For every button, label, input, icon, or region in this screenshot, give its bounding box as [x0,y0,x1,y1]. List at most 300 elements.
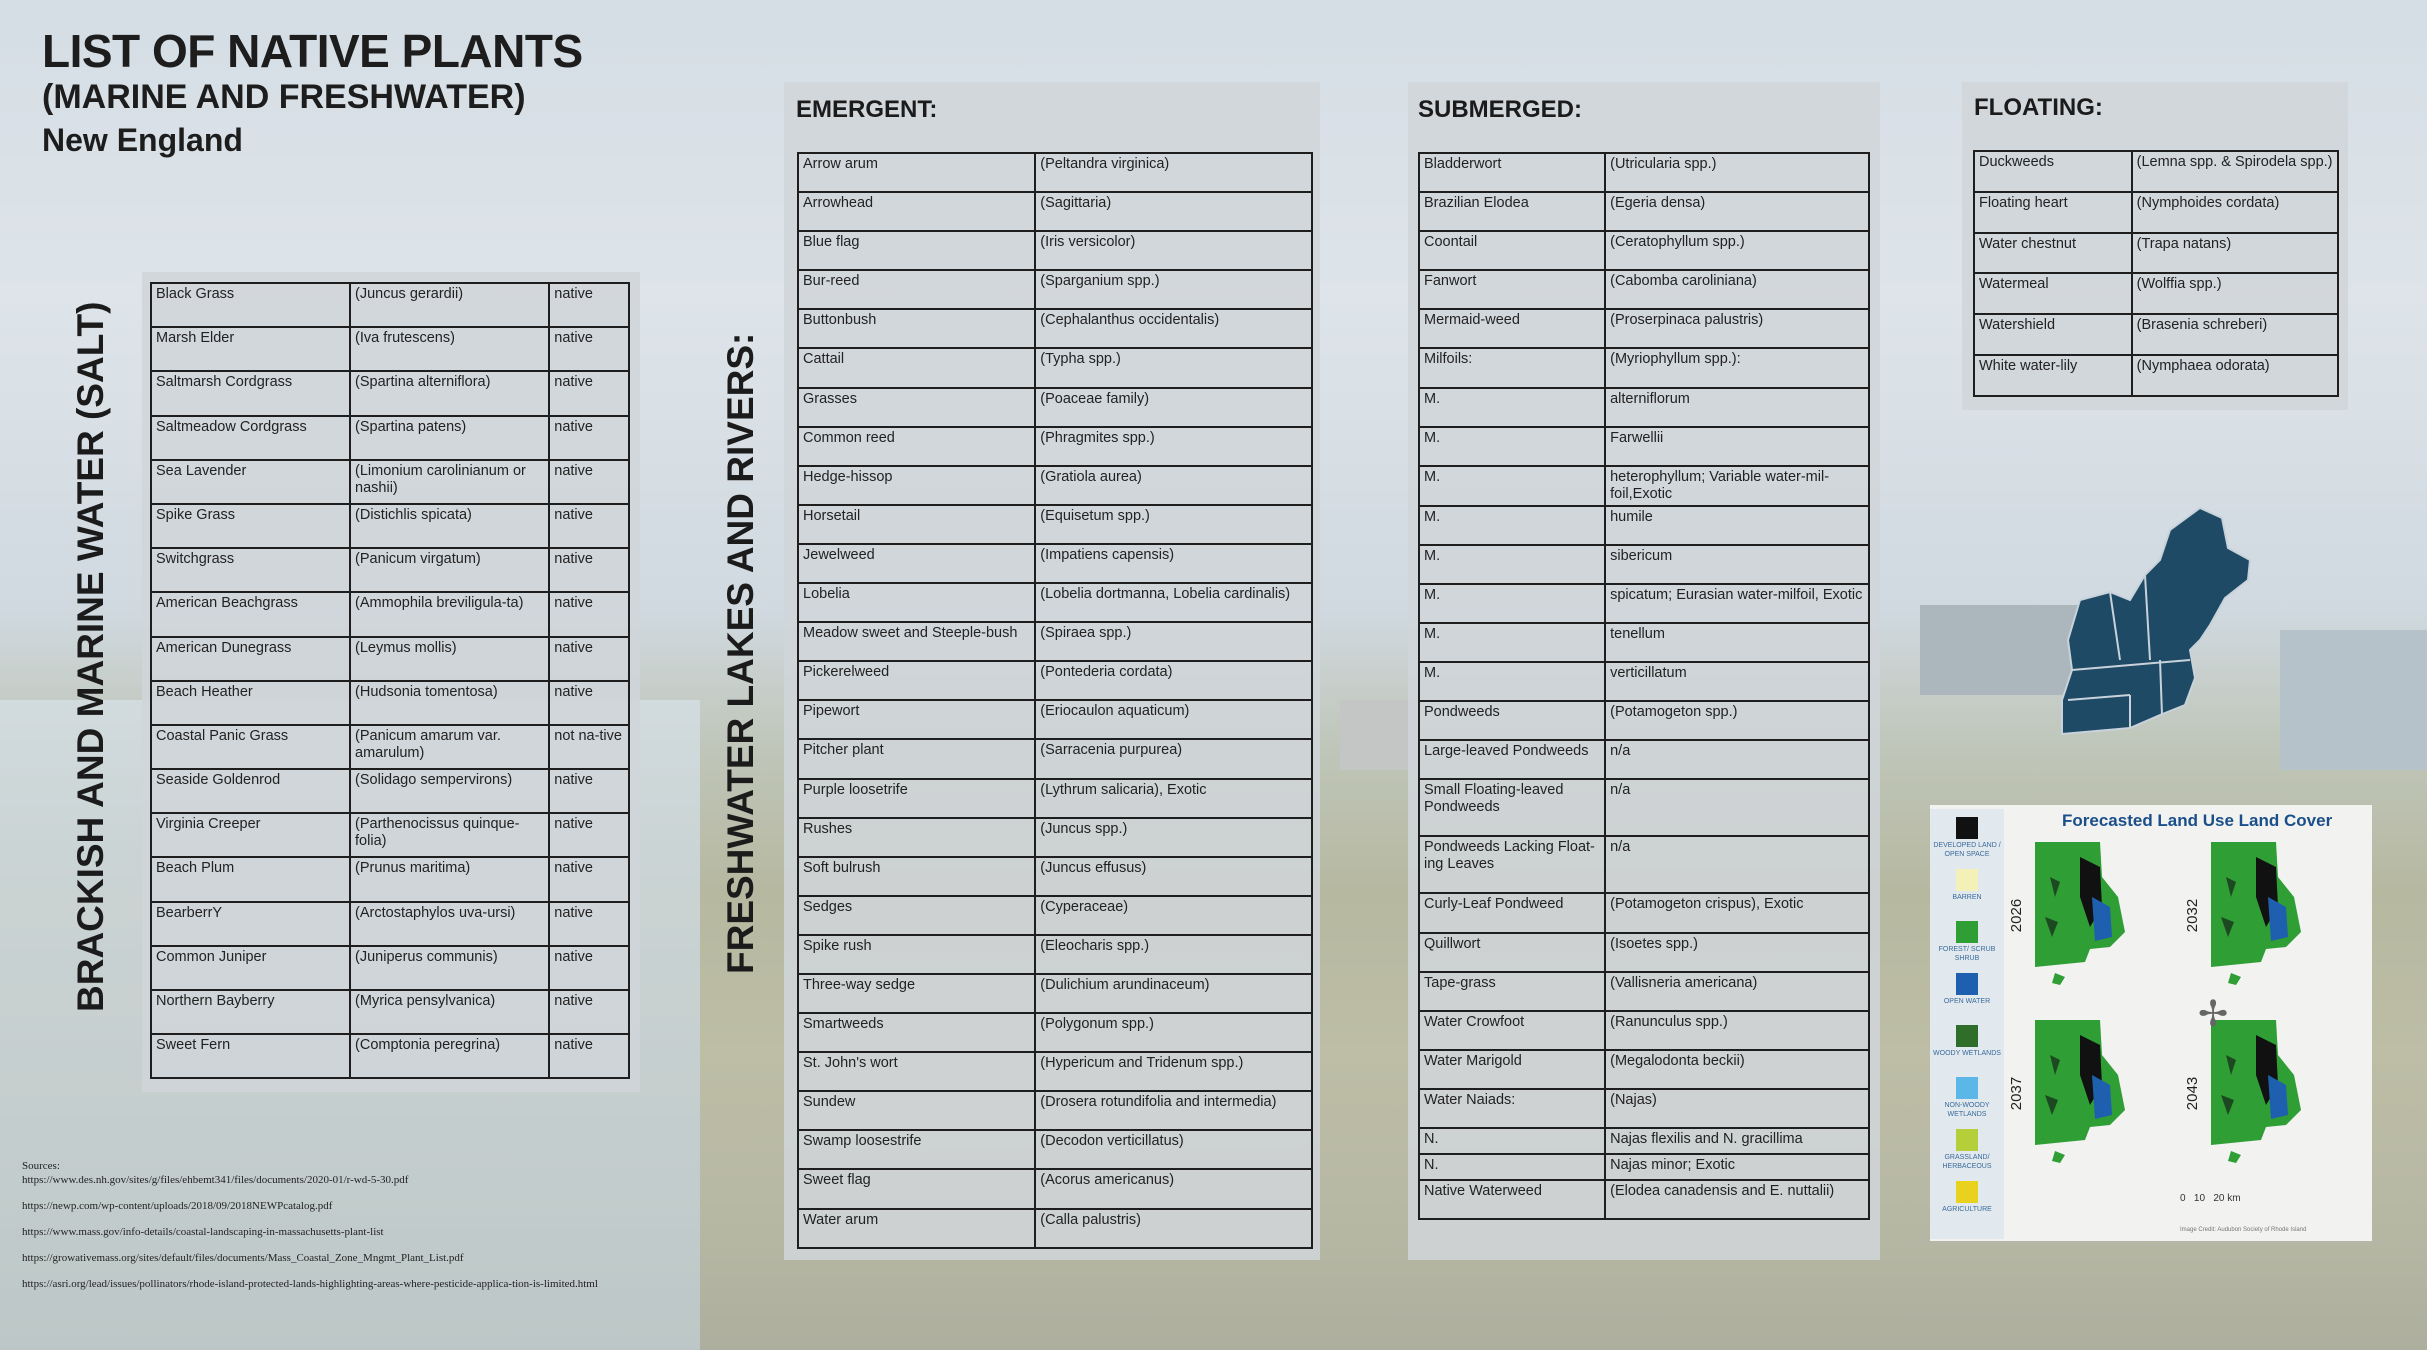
landcover-legend [1930,809,2004,1239]
scientific-name-cell: (Distichlis spicata) [350,504,549,548]
common-name-cell: Quillwort [1419,933,1605,972]
forecast-year-label: 2026 [2008,898,2026,933]
table-row [1419,1089,1869,1128]
table-row [1419,972,1869,1011]
scientific-name-cell: (Juncus spp.) [1035,818,1312,857]
table-row [151,592,629,636]
table-row [1419,1180,1869,1219]
scale-bar: 0 10 20 km [2180,1193,2241,1204]
common-name-cell: Water Marigold [1419,1050,1605,1089]
table-row [798,661,1312,700]
scientific-name-cell: (Peltandra virginica) [1035,153,1312,192]
scientific-name-cell: (Eleocharis spp.) [1035,935,1312,974]
scientific-name-cell: (Sagittaria) [1035,192,1312,231]
table-row [1419,309,1869,348]
legend-label: AGRICULTURE [1942,1206,1992,1213]
common-name-cell: Rushes [798,818,1035,857]
common-name-cell: Duckweeds [1974,151,2132,192]
common-name-cell: Beach Heather [151,681,350,725]
freshwater-section-label: FRESHWATER LAKES AND RIVERS: [720,332,761,974]
common-name-cell: M. [1419,388,1605,427]
scientific-name-cell: (Parthenocissus quinque-folia) [350,813,549,857]
scientific-name-cell: n/a [1605,836,1869,893]
scientific-name-cell: (Iva frutescens) [350,327,549,371]
table-row [1419,623,1869,662]
table-row [1419,1050,1869,1089]
sources-label: Sources: [22,1160,60,1172]
table-row [798,700,1312,739]
table-row [1419,836,1869,893]
scientific-name-cell: (Ammophila breviligula-ta) [350,592,549,636]
scientific-name-cell: (Iris versicolor) [1035,231,1312,270]
salt-plant-table [150,282,630,1079]
scientific-name-cell: (Juncus effusus) [1035,857,1312,896]
common-name-cell: M. [1419,662,1605,701]
common-name-cell: Bladderwort [1419,153,1605,192]
table-row [151,990,629,1034]
common-name-cell: Spike rush [798,935,1035,974]
scientific-name-cell: (Potamogeton crispus), Exotic [1605,893,1869,932]
common-name-cell: Lobelia [798,583,1035,622]
common-name-cell: Blue flag [798,231,1035,270]
common-name-cell: American Dunegrass [151,637,350,681]
scientific-name-cell: (Brasenia schreberi) [2132,314,2338,355]
common-name-cell: Fanwort [1419,270,1605,309]
source-link[interactable]: https://www.des.nh.gov/sites/g/files/ehbemt341/files/documents/2020-01/r-wd-5-30.pdf [22,1174,409,1186]
table-row [151,946,629,990]
table-row [151,416,629,460]
scientific-name-cell: n/a [1605,779,1869,836]
table-row [1419,1011,1869,1050]
table-row [798,1130,1312,1169]
legend-swatch [1956,973,1978,995]
scientific-name-cell: (Najas) [1605,1089,1869,1128]
scientific-name-cell: (Impatiens capensis) [1035,544,1312,583]
table-row [798,779,1312,818]
common-name-cell: Marsh Elder [151,327,350,371]
scientific-name-cell: (Hypericum and Tridenum spp.) [1035,1052,1312,1091]
common-name-cell: Watermeal [1974,273,2132,314]
table-row [1419,388,1869,427]
common-name-cell: Coastal Panic Grass [151,725,350,769]
table-row [1419,231,1869,270]
legend-swatch [1956,1077,1978,1099]
status-cell: native [549,637,629,681]
table-row [1419,1128,1869,1154]
legend-label: BARREN [1952,894,1982,901]
scientific-name-cell: (Utricularia spp.) [1605,153,1869,192]
scientific-name-cell: (Juncus gerardii) [350,283,549,327]
scientific-name-cell: (Pontederia cordata) [1035,661,1312,700]
status-cell: native [549,371,629,415]
common-name-cell: Smartweeds [798,1013,1035,1052]
legend-swatch [1956,1129,1978,1151]
common-name-cell: Tape-grass [1419,972,1605,1011]
scientific-name-cell: heterophyllum; Variable water-mil-foil,Exotic [1605,466,1869,506]
scientific-name-cell: (Megalodonta beckii) [1605,1050,1869,1089]
scientific-name-cell: (Drosera rotundifolia and intermedia) [1035,1091,1312,1130]
forecast-map [2206,1015,2306,1165]
table-row [798,818,1312,857]
scientific-name-cell: (Dulichium arundinaceum) [1035,974,1312,1013]
common-name-cell: Pipewort [798,700,1035,739]
common-name-cell: M. [1419,545,1605,584]
scientific-name-cell: (Proserpinaca palustris) [1605,309,1869,348]
scientific-name-cell: spicatum; Eurasian water-milfoil, Exotic [1605,584,1869,623]
scientific-name-cell: (Egeria densa) [1605,192,1869,231]
scientific-name-cell: (Solidago sempervirons) [350,769,549,813]
scientific-name-cell: (Equisetum spp.) [1035,505,1312,544]
table-row [798,1091,1312,1130]
common-name-cell: Water chestnut [1974,233,2132,274]
source-link[interactable]: https://newp.com/wp-content/uploads/2018/09/2018NEWPcatalog.pdf [22,1200,333,1212]
table-row [1419,153,1869,192]
table-row [1974,355,2338,396]
legend-label: NON-WOODY WETLANDS [1944,1102,1990,1118]
status-cell: native [549,283,629,327]
table-row [1419,933,1869,972]
emergent-heading: EMERGENT: [796,96,938,123]
common-name-cell: Sweet flag [798,1169,1035,1208]
status-cell: native [549,460,629,504]
scientific-name-cell: (Polygonum spp.) [1035,1013,1312,1052]
forecast-map [2030,837,2130,987]
table-row [1419,270,1869,309]
common-name-cell: Sweet Fern [151,1034,350,1078]
table-row [798,309,1312,348]
source-link[interactable]: https://www.mass.gov/info-details/coastal-landscaping-in-massachusetts-plant-list [22,1226,384,1238]
common-name-cell: Switchgrass [151,548,350,592]
common-name-cell: Brazilian Elodea [1419,192,1605,231]
common-name-cell: Pitcher plant [798,739,1035,778]
scientific-name-cell: (Panicum virgatum) [350,548,549,592]
status-cell: native [549,769,629,813]
table-row [798,857,1312,896]
scientific-name-cell: (Lemna spp. & Spirodela spp.) [2132,151,2338,192]
scientific-name-cell: (Lobelia dortmanna, Lobelia cardinalis) [1035,583,1312,622]
scientific-name-cell: (Wolffia spp.) [2132,273,2338,314]
table-row [1419,348,1869,387]
scientific-name-cell: (Comptonia peregrina) [350,1034,549,1078]
common-name-cell: Black Grass [151,283,350,327]
table-row [1974,151,2338,192]
common-name-cell: N. [1419,1128,1605,1154]
common-name-cell: Pickerelweed [798,661,1035,700]
table-row [1419,701,1869,740]
common-name-cell: Floating heart [1974,192,2132,233]
scientific-name-cell: (Typha spp.) [1035,348,1312,387]
scientific-name-cell: (Myrica pensylvanica) [350,990,549,1034]
table-row [798,427,1312,466]
table-row [1419,506,1869,545]
table-row [798,896,1312,935]
common-name-cell: Sundew [798,1091,1035,1130]
table-row [798,388,1312,427]
source-link[interactable]: https://growativemass.org/sites/default/files/documents/Mass_Coastal_Zone_Mngmt_Plant_List.pdf [22,1252,464,1264]
table-row [151,769,629,813]
new-england-map [2050,500,2290,740]
common-name-cell: Native Waterweed [1419,1180,1605,1219]
image-credit: Image Credit: Audubon Society of Rhode Island [2180,1227,2307,1233]
table-row [798,1209,1312,1248]
scientific-name-cell: (Poaceae family) [1035,388,1312,427]
scientific-name-cell: (Eriocaulon aquaticum) [1035,700,1312,739]
table-row [1974,314,2338,355]
table-row [1419,427,1869,466]
common-name-cell: BearberrY [151,902,350,946]
legend-label: WOODY WETLANDS [1933,1050,2001,1057]
landcover-title: Forecasted Land Use Land Cover [2062,811,2333,830]
common-name-cell: Meadow sweet and Steeple-bush [798,622,1035,661]
common-name-cell: M. [1419,623,1605,662]
table-row [798,622,1312,661]
scientific-name-cell: (Isoetes spp.) [1605,933,1869,972]
common-name-cell: Water Naiads: [1419,1089,1605,1128]
scientific-name-cell: (Arctostaphylos uva-ursi) [350,902,549,946]
table-row [798,505,1312,544]
common-name-cell: American Beachgrass [151,592,350,636]
forecast-year-label: 2043 [2184,1076,2202,1111]
common-name-cell: Grasses [798,388,1035,427]
status-cell: native [549,857,629,901]
table-row [798,1013,1312,1052]
table-row [1419,545,1869,584]
legend-swatch [1956,817,1978,839]
common-name-cell: Common reed [798,427,1035,466]
table-row [1419,893,1869,932]
common-name-cell: M. [1419,506,1605,545]
common-name-cell: Small Floating-leaved Pondweeds [1419,779,1605,836]
scientific-name-cell: (Juniperus communis) [350,946,549,990]
table-row [798,935,1312,974]
table-row [1419,192,1869,231]
emergent-plant-table [797,152,1313,1249]
legend-swatch [1956,1025,1978,1047]
common-name-cell: Water Crowfoot [1419,1011,1605,1050]
scientific-name-cell: (Sparganium spp.) [1035,270,1312,309]
scientific-name-cell: (Vallisneria americana) [1605,972,1869,1011]
scientific-name-cell: (Phragmites spp.) [1035,427,1312,466]
status-cell: native [549,504,629,548]
table-row [798,544,1312,583]
table-row [151,1034,629,1078]
table-row [151,637,629,681]
common-name-cell: Common Juniper [151,946,350,990]
scientific-name-cell: (Myriophyllum spp.): [1605,348,1869,387]
table-row [798,192,1312,231]
table-row [151,371,629,415]
table-row [798,231,1312,270]
common-name-cell: Sedges [798,896,1035,935]
table-row [798,348,1312,387]
table-row [1974,273,2338,314]
scientific-name-cell: n/a [1605,740,1869,779]
common-name-cell: Saltmarsh Cordgrass [151,371,350,415]
table-row [1974,233,2338,274]
table-row [798,1169,1312,1208]
submerged-plant-table [1418,152,1870,1220]
table-row [151,283,629,327]
common-name-cell: Hedge-hissop [798,466,1035,505]
common-name-cell: Pondweeds Lacking Float-ing Leaves [1419,836,1605,893]
status-cell: native [549,1034,629,1078]
scientific-name-cell: verticillatum [1605,662,1869,701]
legend-swatch [1956,869,1978,891]
status-cell: native [549,681,629,725]
status-cell: native [549,813,629,857]
floating-heading: FLOATING: [1974,94,2103,121]
scientific-name-cell: (Gratiola aurea) [1035,466,1312,505]
common-name-cell: St. John's wort [798,1052,1035,1091]
status-cell: native [549,902,629,946]
new-england-outline [2062,508,2250,734]
table-row [151,725,629,769]
status-cell: native [549,327,629,371]
common-name-cell: Jewelweed [798,544,1035,583]
common-name-cell: Watershield [1974,314,2132,355]
scientific-name-cell: (Nymphoides cordata) [2132,192,2338,233]
common-name-cell: Spike Grass [151,504,350,548]
common-name-cell: Arrow arum [798,153,1035,192]
table-row [798,1052,1312,1091]
common-name-cell: Arrowhead [798,192,1035,231]
floating-plant-table [1973,150,2339,397]
common-name-cell: Virginia Creeper [151,813,350,857]
common-name-cell: Bur-reed [798,270,1035,309]
scientific-name-cell: humile [1605,506,1869,545]
legend-label: DEVELOPED LAND / OPEN SPACE [1933,842,2001,858]
forecast-year-label: 2032 [2184,898,2202,933]
common-name-cell: N. [1419,1154,1605,1180]
scientific-name-cell: (Acorus americanus) [1035,1169,1312,1208]
common-name-cell: Saltmeadow Cordgrass [151,416,350,460]
table-row [1419,1154,1869,1180]
common-name-cell: Soft bulrush [798,857,1035,896]
common-name-cell: Beach Plum [151,857,350,901]
legend-swatch [1956,921,1978,943]
scientific-name-cell: (Spiraea spp.) [1035,622,1312,661]
status-cell: native [549,416,629,460]
common-name-cell: M. [1419,466,1605,506]
scientific-name-cell: (Panicum amarum var. amarulum) [350,725,549,769]
scientific-name-cell: (Ranunculus spp.) [1605,1011,1869,1050]
table-row [798,466,1312,505]
scientific-name-cell: Farwellii [1605,427,1869,466]
common-name-cell: M. [1419,584,1605,623]
common-name-cell: Curly-Leaf Pondweed [1419,893,1605,932]
table-row [1419,740,1869,779]
page-title: LIST OF NATIVE PLANTS [42,25,583,77]
scientific-name-cell: (Prunus maritima) [350,857,549,901]
scientific-name-cell: (Calla palustris) [1035,1209,1312,1248]
status-cell: native [549,990,629,1034]
common-name-cell: M. [1419,427,1605,466]
table-row [151,327,629,371]
common-name-cell: Buttonbush [798,309,1035,348]
legend-swatch [1956,1181,1978,1203]
table-row [151,460,629,504]
table-row [798,153,1312,192]
table-row [151,504,629,548]
scientific-name-cell: alterniflorum [1605,388,1869,427]
scientific-name-cell: (Cyperaceae) [1035,896,1312,935]
common-name-cell: Swamp loosestrife [798,1130,1035,1169]
common-name-cell: Horsetail [798,505,1035,544]
common-name-cell: Three-way sedge [798,974,1035,1013]
common-name-cell: Cattail [798,348,1035,387]
legend-label: FOREST/ SCRUB SHRUB [1938,946,1996,962]
scientific-name-cell: (Cephalanthus occidentalis) [1035,309,1312,348]
common-name-cell: Northern Bayberry [151,990,350,1034]
common-name-cell: Sea Lavender [151,460,350,504]
scientific-name-cell: (Lythrum salicaria), Exotic [1035,779,1312,818]
common-name-cell: Seaside Goldenrod [151,769,350,813]
scientific-name-cell: (Potamogeton spp.) [1605,701,1869,740]
table-row [151,813,629,857]
table-row [151,902,629,946]
landcover-figure [1930,805,2372,1241]
status-cell: not na-tive [549,725,629,769]
source-link[interactable]: https://asri.org/lead/issues/pollinators/rhode-island-protected-lands-highlighting-areas-where-pesticide-applica-tion-is-limited.html [22,1278,598,1290]
table-row [798,739,1312,778]
table-row [798,974,1312,1013]
scientific-name-cell: Najas flexilis and N. gracillima [1605,1128,1869,1154]
common-name-cell: Purple loosetrife [798,779,1035,818]
sources [22,1160,612,1304]
scientific-name-cell: (Limonium carolinianum or nashii) [350,460,549,504]
table-row [151,857,629,901]
legend-label: OPEN WATER [1943,998,1991,1005]
table-row [1974,192,2338,233]
common-name-cell: Large-leaved Pondweeds [1419,740,1605,779]
page-subtitle: (MARINE AND FRESHWATER) [42,78,526,116]
salt-section-label: BRACKISH AND MARINE WATER (SALT) [70,301,111,1012]
common-name-cell: Milfoils: [1419,348,1605,387]
scientific-name-cell: (Hudsonia tomentosa) [350,681,549,725]
scientific-name-cell: (Decodon verticillatus) [1035,1130,1312,1169]
status-cell: native [549,548,629,592]
forecast-map [2030,1015,2130,1165]
common-name-cell: Mermaid-weed [1419,309,1605,348]
scientific-name-cell: (Spartina patens) [350,416,549,460]
common-name-cell: White water-lily [1974,355,2132,396]
table-row [1419,466,1869,506]
table-row [798,583,1312,622]
legend-label: GRASSLAND/ HERBACEOUS [1942,1154,1992,1170]
status-cell: native [549,946,629,990]
status-cell: native [549,592,629,636]
forecast-map [2206,837,2306,987]
region-title: New England [42,122,243,158]
scientific-name-cell: (Nymphaea odorata) [2132,355,2338,396]
compass-rose-icon: ✢ [2198,993,2229,1034]
common-name-cell: Water arum [798,1209,1035,1248]
common-name-cell: Coontail [1419,231,1605,270]
scientific-name-cell: tenellum [1605,623,1869,662]
table-row [151,681,629,725]
scientific-name-cell: (Leymus mollis) [350,637,549,681]
scientific-name-cell: (Trapa natans) [2132,233,2338,274]
scientific-name-cell: (Spartina alterniflora) [350,371,549,415]
forecast-year-label: 2037 [2008,1076,2026,1111]
table-row [1419,584,1869,623]
scientific-name-cell: (Cabomba caroliniana) [1605,270,1869,309]
table-row [151,548,629,592]
scientific-name-cell: sibericum [1605,545,1869,584]
scientific-name-cell: (Sarracenia purpurea) [1035,739,1312,778]
submerged-heading: SUBMERGED: [1418,96,1583,123]
scientific-name-cell: Najas minor; Exotic [1605,1154,1869,1180]
